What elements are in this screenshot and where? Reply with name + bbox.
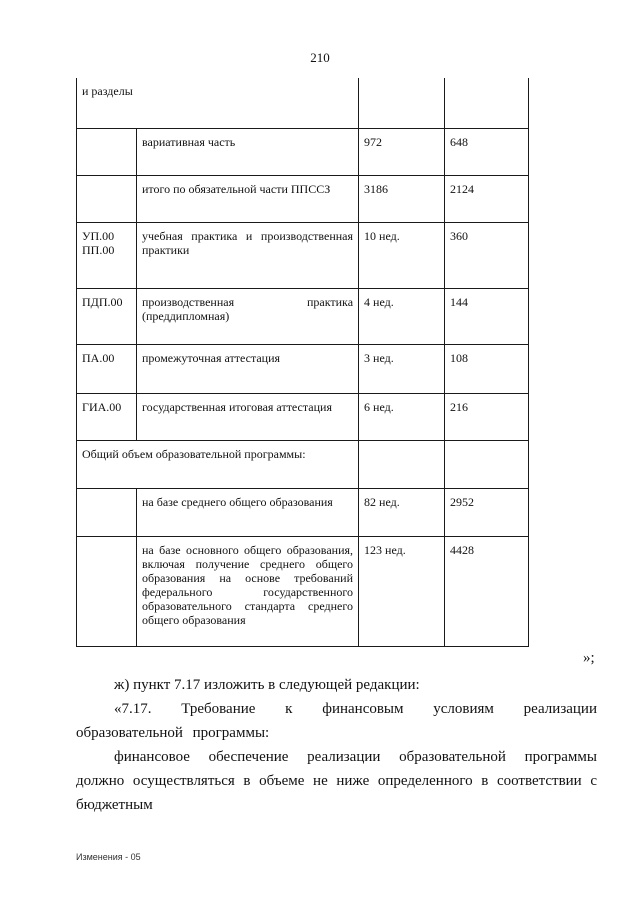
footer-note: Изменения - 05 bbox=[76, 852, 141, 862]
duration-cell bbox=[359, 175, 445, 222]
name-cell bbox=[137, 288, 359, 344]
table-row bbox=[77, 78, 529, 128]
cell-hours: 648 bbox=[450, 134, 469, 149]
table-row bbox=[77, 440, 529, 488]
table-row bbox=[77, 288, 529, 344]
name-cell bbox=[137, 536, 359, 646]
hours-cell bbox=[445, 175, 529, 222]
code-cell bbox=[77, 393, 137, 440]
cell-hours: 108 bbox=[450, 350, 469, 365]
curriculum-table bbox=[76, 78, 529, 647]
cell-name: государственная итоговая аттестация bbox=[142, 399, 332, 414]
cell-name: на базе среднего общего образования bbox=[142, 494, 333, 509]
name-cell bbox=[137, 222, 359, 288]
code-cell bbox=[77, 175, 137, 222]
hours-cell bbox=[445, 128, 529, 175]
table-row bbox=[77, 393, 529, 440]
duration-cell bbox=[359, 488, 445, 536]
hours-cell bbox=[445, 78, 529, 128]
cell-name: производственная практика (преддипломная) bbox=[142, 294, 354, 323]
hours-cell bbox=[445, 393, 529, 440]
hours-cell bbox=[445, 536, 529, 646]
name-cell bbox=[137, 128, 359, 175]
cell-hours: 360 bbox=[450, 228, 469, 243]
cell-name: промежуточная аттестация bbox=[142, 350, 281, 365]
code-cell bbox=[77, 288, 137, 344]
cell-code: ГИА.00 bbox=[82, 399, 122, 414]
duration-cell bbox=[359, 536, 445, 646]
cell-duration: 10 нед. bbox=[364, 228, 400, 243]
duration-cell bbox=[359, 78, 445, 128]
cell-hours: 144 bbox=[450, 294, 469, 309]
hours-cell bbox=[445, 488, 529, 536]
name-cell bbox=[137, 175, 359, 222]
closing-quote-mark: »; bbox=[583, 650, 595, 666]
cell-code-pp: ПП.00 bbox=[82, 242, 115, 257]
cell-hours: 4428 bbox=[450, 542, 475, 557]
duration-cell bbox=[359, 222, 445, 288]
table-row bbox=[77, 175, 529, 222]
table-row bbox=[77, 344, 529, 393]
hours-cell bbox=[445, 440, 529, 488]
cell-hours: 216 bbox=[450, 399, 469, 414]
hours-cell bbox=[445, 288, 529, 344]
hours-cell bbox=[445, 344, 529, 393]
paragraph-requirement: «7.17. Требование к финансовым условиям реализации образовательной программы: bbox=[76, 701, 597, 741]
cell-name: Общий объем образовательной программы: bbox=[82, 446, 306, 461]
cell-duration: 4 нед. bbox=[364, 294, 394, 309]
name-cell bbox=[137, 488, 359, 536]
cell-duration: 3186 bbox=[364, 181, 389, 196]
code-cell bbox=[77, 488, 137, 536]
cell-name: итого по обязательной части ППССЗ bbox=[142, 181, 331, 196]
duration-cell bbox=[359, 440, 445, 488]
paragraph-funding: финансовое обеспечение реализации образовательной программы должно осуществляться в объеме не ниже определенного в соответствии с бюджетным bbox=[76, 749, 597, 813]
cell-hours: 2952 bbox=[450, 494, 475, 509]
cell-code-up: УП.00 bbox=[82, 228, 115, 243]
name-cell bbox=[137, 344, 359, 393]
table-row bbox=[77, 128, 529, 175]
cell-duration: 6 нед. bbox=[364, 399, 394, 414]
table-row bbox=[77, 488, 529, 536]
cell-name: вариативная часть bbox=[142, 134, 236, 149]
cell-duration: 123 нед. bbox=[364, 542, 406, 557]
duration-cell bbox=[359, 288, 445, 344]
code-cell bbox=[77, 536, 137, 646]
cell-duration: 82 нед. bbox=[364, 494, 400, 509]
cell-duration: 3 нед. bbox=[364, 350, 394, 365]
cell-name: и разделы bbox=[82, 84, 133, 98]
table-row bbox=[77, 536, 529, 646]
cell-name: на базе основного общего образования, включая получение среднего общего образования на основе требований федерального государственного образовательного стандарта среднего общего образования bbox=[142, 542, 354, 627]
duration-cell bbox=[359, 393, 445, 440]
duration-cell bbox=[359, 128, 445, 175]
cell-duration: 972 bbox=[364, 134, 383, 149]
code-cell bbox=[77, 222, 137, 288]
cell-code: ПДП.00 bbox=[82, 294, 123, 309]
table-row bbox=[77, 222, 529, 288]
name-cell bbox=[137, 393, 359, 440]
page-number: 210 bbox=[310, 50, 330, 65]
row-label-cell bbox=[77, 440, 359, 488]
hours-cell bbox=[445, 222, 529, 288]
code-cell bbox=[77, 128, 137, 175]
duration-cell bbox=[359, 344, 445, 393]
cell-hours: 2124 bbox=[450, 181, 475, 196]
cell-code: ПА.00 bbox=[82, 350, 115, 365]
cell-name: учебная практика и производственная практики bbox=[142, 228, 354, 257]
code-cell bbox=[77, 344, 137, 393]
row-label-cell bbox=[77, 78, 359, 128]
paragraph-amendment-text: ж) пункт 7.17 изложить в следующей редакции: bbox=[114, 677, 420, 693]
paragraph-amendment bbox=[76, 673, 597, 697]
